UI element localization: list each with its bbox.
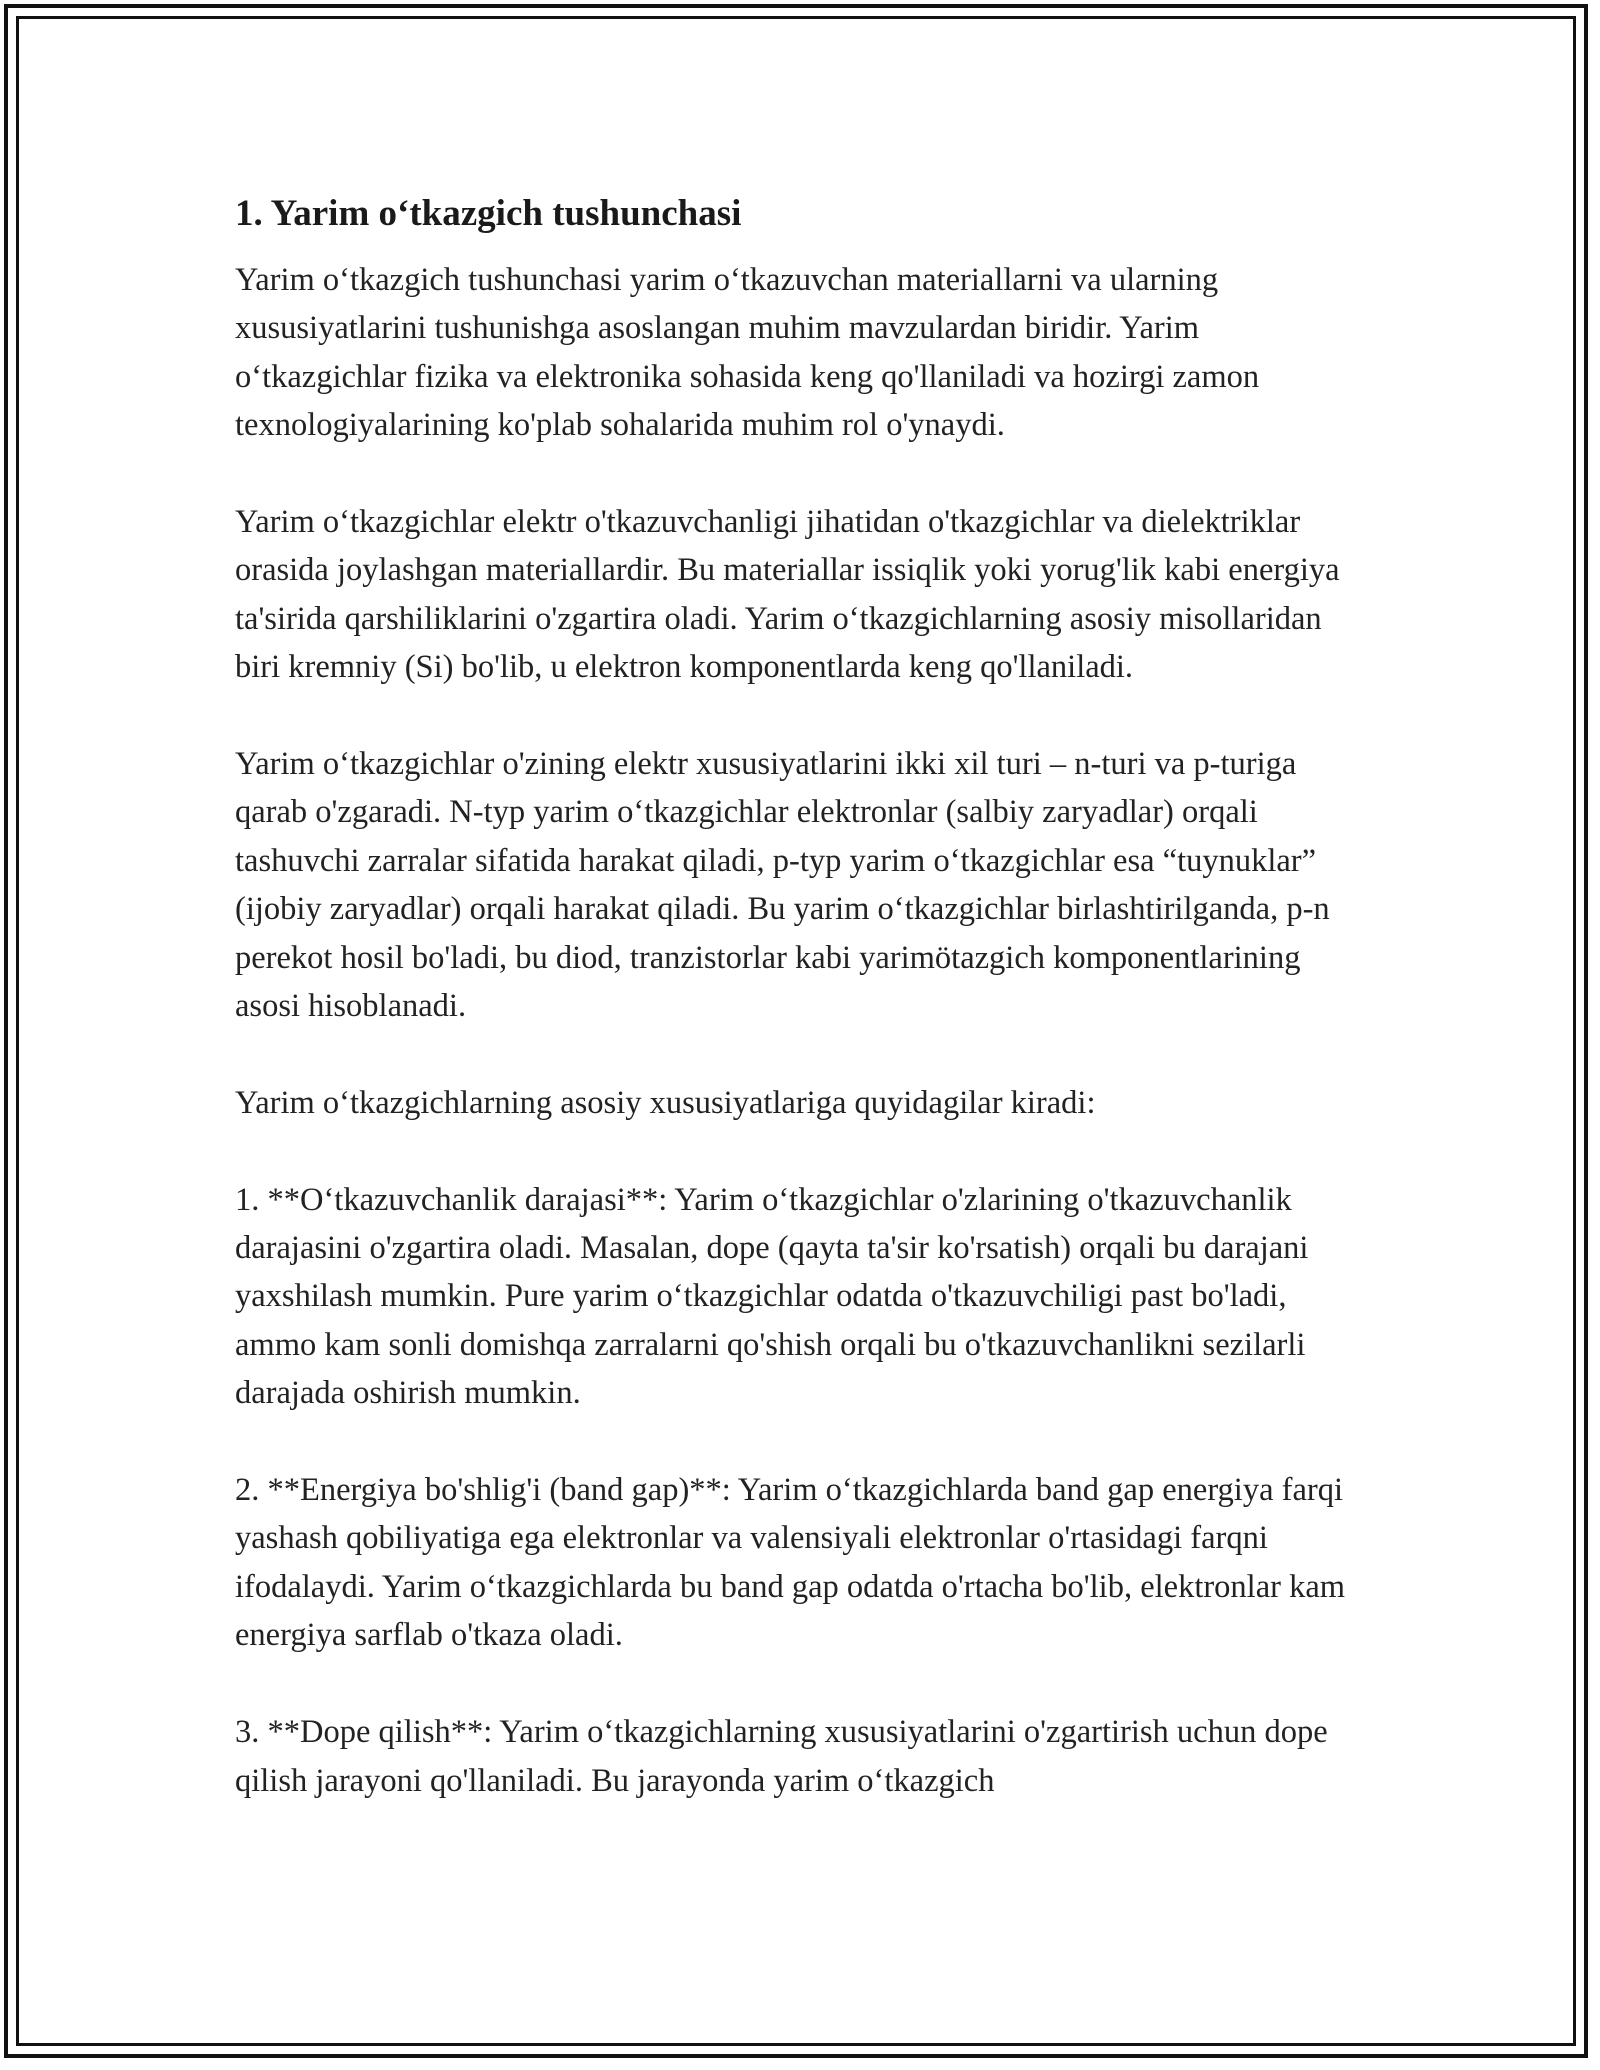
section-heading: 1. Yarim o‘tkazgich tushunchasi — [235, 193, 742, 234]
list-item-conductivity: 1. **O‘tkazuvchanlik darajasi**: Yarim o‘tkazgichlar o'zlarining o'tkazuvchanlik darajasini o'zgartira oladi. Masalan, dope (qayta ta'sir ko'rsatish) orqali bu darajani yaxshilash mumkin. Pure yarim o‘tkazgichlar odatda o'tkazuvchiligi past bo'ladi, ammo kam sonli domishqa zarralarni qo'shish orqali bu o'tkazuvchanlikni sezilarli darajada oshirish mumkin. — [235, 1181, 1309, 1412]
paragraph-properties-intro: Yarim o‘tkazgichlarning asosiy xususiyatlariga quyidagilar kiradi: — [235, 1084, 1096, 1121]
paragraph-intro: Yarim o‘tkazgich tushunchasi yarim o‘tkazuvchan materiallarni va ularning xususiyatlarini tushunishga asoslangan muhim mavzulardan biridir. Yarim o‘tkazgichlar fizika va elektronika sohasida keng qo'llaniladi va hozirgi zamon texnologiyalarining ko'plab sohalarida muhim rol o'ynaydi. — [235, 262, 1260, 444]
list-item-band-gap: 2. **Energiya bo'shlig'i (band gap)**: Yarim o‘tkazgichlarda band gap energiya farqi yashash qobiliyatiga ega elektronlar va valensiyali elektronlar o'rtasidagi farqni ifodalaydi. Yarim o‘tkazgichlarda bu band gap odatda o'rtacha bo'lib, elektronlar kam energiya sarflab o'tkaza oladi. — [235, 1472, 1346, 1654]
paragraph-definition: Yarim o‘tkazgichlar elektr o'tkazuvchanligi jihatidan o'tkazgichlar va dielektriklar orasida joylashgan materiallardir. Bu materiallar issiqlik yoki yorug'lik kabi energiya ta'sirida qarshiliklarini o'zgartira oladi. Yarim o‘tkazgichlarning asosiy misollaridan biri kremniy (Si) bo'lib, u elektron komponentlarda keng qo'llaniladi. — [235, 504, 1340, 686]
document-body — [235, 186, 1370, 1853]
list-item-doping: 3. **Dope qilish**: Yarim o‘tkazgichlarning xususiyatlarini o'zgartirish uchun dope qilish jarayoni qo'llaniladi. Bu jarayonda yarim o‘tkazgich — [235, 1714, 1328, 1799]
paragraph-types: Yarim o‘tkazgichlar o'zining elektr xususiyatlarini ikki xil turi – n-turi va p-turiga qarab o'zgaradi. N-typ yarim o‘tkazgichlar elektronlar (salbiy zaryadlar) orqali tashuvchi zarralar sifatida harakat qiladi, p-typ yarim o‘tkazgichlar esa “tuynuklar” (ijobiy zaryadlar) orqali harakat qiladi. Bu yarim o‘tkazgichlar birlashtirilganda, p-n perekot hosil bo'ladi, bu diod, tranzistorlar kabi yarimötazgich komponentlarining asosi hisoblanadi. — [235, 746, 1330, 1025]
